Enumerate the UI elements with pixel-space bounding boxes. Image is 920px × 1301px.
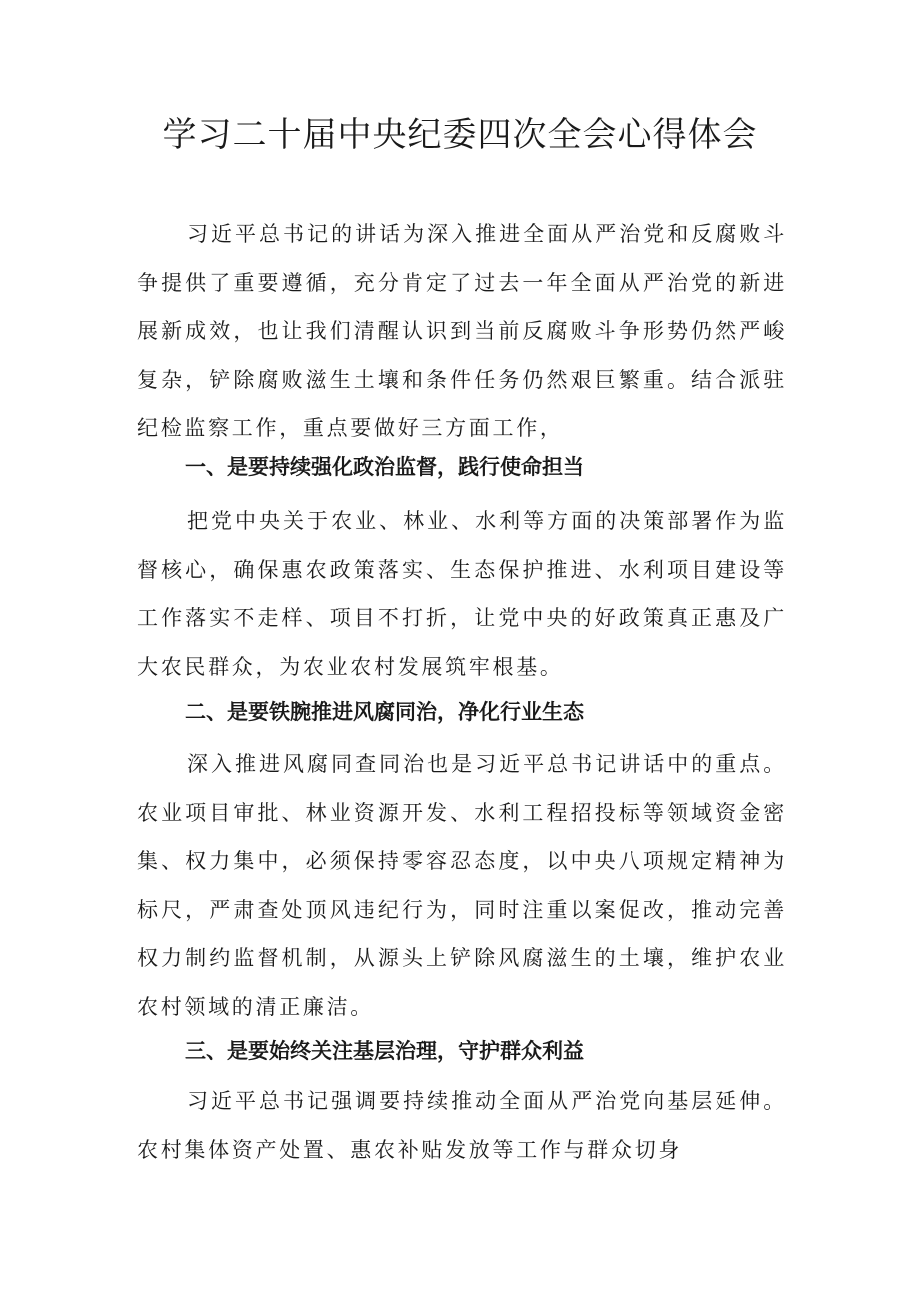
- intro-paragraph: 习近平总书记的讲话为深入推进全面从严治党和反腐败斗争提供了重要遵循，充分肯定了过去一年全面从严治党的新进展新成效，也让我们清醒认识到当前反腐败斗争形势仍然严峻复杂，铲除腐败滋生土壤和条件任务仍然艰巨繁重。结合派驻纪检监察工作，重点要做好三方面工作，: [137, 222, 787, 440]
- section-3-heading: 三、是要始终关注基层治理，守护群众利益: [185, 1039, 584, 1063]
- section-2-heading: 二、是要铁腕推进风腐同治，净化行业生态: [185, 700, 584, 724]
- document-title: 学习二十届中央纪委四次全会心得体会: [162, 115, 758, 155]
- section-1-heading: 一、是要持续强化政治监督，践行使命担当: [185, 455, 584, 479]
- section-3-paragraph: 习近平总书记强调要持续推动全面从严治党向基层延伸。农村集体资产处置、惠农补贴发放等工作与群众切身: [137, 1089, 787, 1162]
- section-1-paragraph: 把党中央关于农业、林业、水利等方面的决策部署作为监督核心，确保惠农政策落实、生态保护推进、水利项目建设等工作落实不走样、项目不打折，让党中央的好政策真正惠及广大农民群众，为农业农村发展筑牢根基。: [137, 509, 787, 679]
- section-2-paragraph: 深入推进风腐同查同治也是习近平总书记讲话中的重点。农业项目审批、林业资源开发、水利工程招投标等领域资金密集、权力集中，必须保持零容忍态度，以中央八项规定精神为标尺，严肃查处顶风违纪行为，同时注重以案促改，推动完善权力制约监督机制，从源头上铲除风腐滋生的土壤，维护农业农村领域的清正廉洁。: [137, 752, 787, 1019]
